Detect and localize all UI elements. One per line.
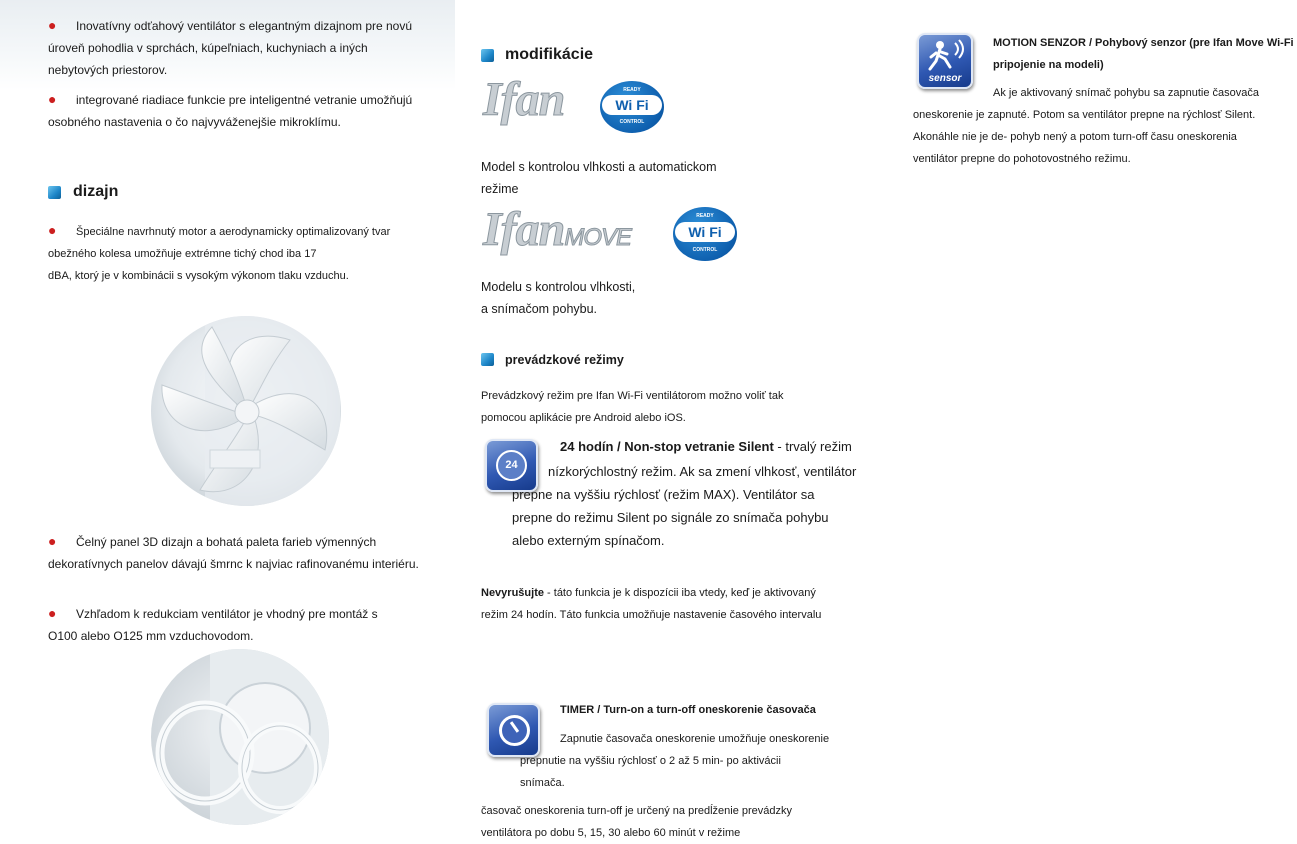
timer-line-2: prepnutie na vyššiu rýchlosť o 2 až 5 min- po aktivácii snímača. [520,755,781,789]
silent-line-3: prepne do režimu Silent po signále zo snímača pohybu [512,510,829,525]
modifikacie-heading: modifikácie [505,46,594,63]
silent-mode-title: 24 hodín / Non-stop vetranie Silent - trvalý režim [560,439,852,454]
duct-adapters-image [150,648,330,826]
bullet-dot: ● [48,605,57,621]
motion-lines: oneskorenie je zapnuté. Potom sa ventilátor prepne na rýchlosť Silent. Akonáhle nie je de- pohyb nený a potom turn-off času oneskorenia ventilátor prepne do pohotovostného režimu. [913,109,1256,165]
silent-line-1: nízkorýchlostný režim. Ak sa zmení vlhkosť, ventilátor [548,464,857,479]
bullet-dot: ● [48,17,57,33]
wifi-text: Wi Fi [602,95,662,115]
nevyrusujte-text: Nevyrušujte - táto funkcia je k dispozícii iba vtedy, keď je aktivovaný režim 24 hodín. Táto funkcia umožňuje nastavenie časového intervalu [481,587,822,621]
timer-off-text: časovač oneskorenia turn-off je určený na predĺženie prevádzky ventilátora po dobu 5, 15, 30 alebo 60 minút v režime [481,805,793,839]
intro-bullet-2: ● integrované riadiace funkcie pre inteligentné vetranie umožňujú osobného nastavenia o čo najvyváženejšie mikroklímu. [48,88,412,133]
intro-bullet-1: ● Inovatívny odťahový ventilátor s elegantným dizajnom pre novú úroveň pohodlia v sprchách, kúpeľniach, kuchyniach a iných nebytových priestorov. [48,14,412,81]
clock-24-icon: 24 [485,439,538,492]
mount-bullet: ● Vzhľadom k redukciam ventilátor je vhodný pre montáž s O100 alebo O125 mm vzduchovodom. [48,602,378,647]
dizajn-heading: dizajn [73,183,119,200]
bullet-dot: ● [48,533,57,549]
wifi-ready-badge-2: READY Wi Fi CONTROL [673,207,737,261]
timer-title: TIMER / Turn-on a turn-off oneskorenie časovača [560,704,816,716]
bullet-dot: ● [48,222,57,238]
wifi-text: Wi Fi [675,222,735,242]
rezimy-intro: Prevádzkový režim pre Ifan Wi-Fi ventilátorom možno voliť tak pomocou aplikácie pre Android alebo iOS. [481,390,784,424]
rezimy-heading: prevádzkové režimy [505,353,624,367]
silent-line-4: alebo externým spínačom. [512,533,665,548]
ifan-move-logo: IfanMOVE [483,203,632,256]
modifikacie-section-icon [481,49,494,62]
motion-line-1: Ak je aktivovaný snímač pohybu sa zapnutie časovača [993,87,1259,99]
bullet-dot: ● [48,91,57,107]
dizajn-section-icon [48,186,61,199]
ifan-logo: Ifan [483,73,565,126]
dizajn-bullet: ● Špeciálne navrhnutý motor a aerodynamicky optimalizovaný tvar obežného kolesa umožňuje extrémne tichý chod iba 17 dBA, ktorý je v kombinácii s vysokým výkonom tlaku vzduchu. [48,219,390,287]
silent-line-2: prepne na vyššiu rýchlosť (režim MAX). Ventilátor sa [512,487,815,502]
fan-impeller-image [150,315,342,507]
rezimy-section-icon [481,353,494,366]
alarm-clock-icon [487,703,540,757]
model-humidity-text: Model s kontrolou vlhkosti a automatickom režime [481,160,717,196]
wifi-ready-badge: READY Wi Fi CONTROL [600,81,664,133]
motion-sensor-title: MOTION SENZOR / Pohybový senzor (pre Ifan Move Wi-Fi pripojenie na modeli) [993,37,1294,71]
timer-line-1: Zapnutie časovača oneskorenie umožňuje oneskorenie [560,733,830,745]
model-move-text: Modelu s kontrolou vlhkosti, a snímačom pohybu. [481,280,636,316]
motion-sensor-icon: sensor [917,33,973,89]
panel-bullet: ● Čelný panel 3D dizajn a bohatá paleta farieb výmenných dekoratívnych panelov dávajú šmrnc k najviac rafinovanému interiéru. [48,530,419,575]
